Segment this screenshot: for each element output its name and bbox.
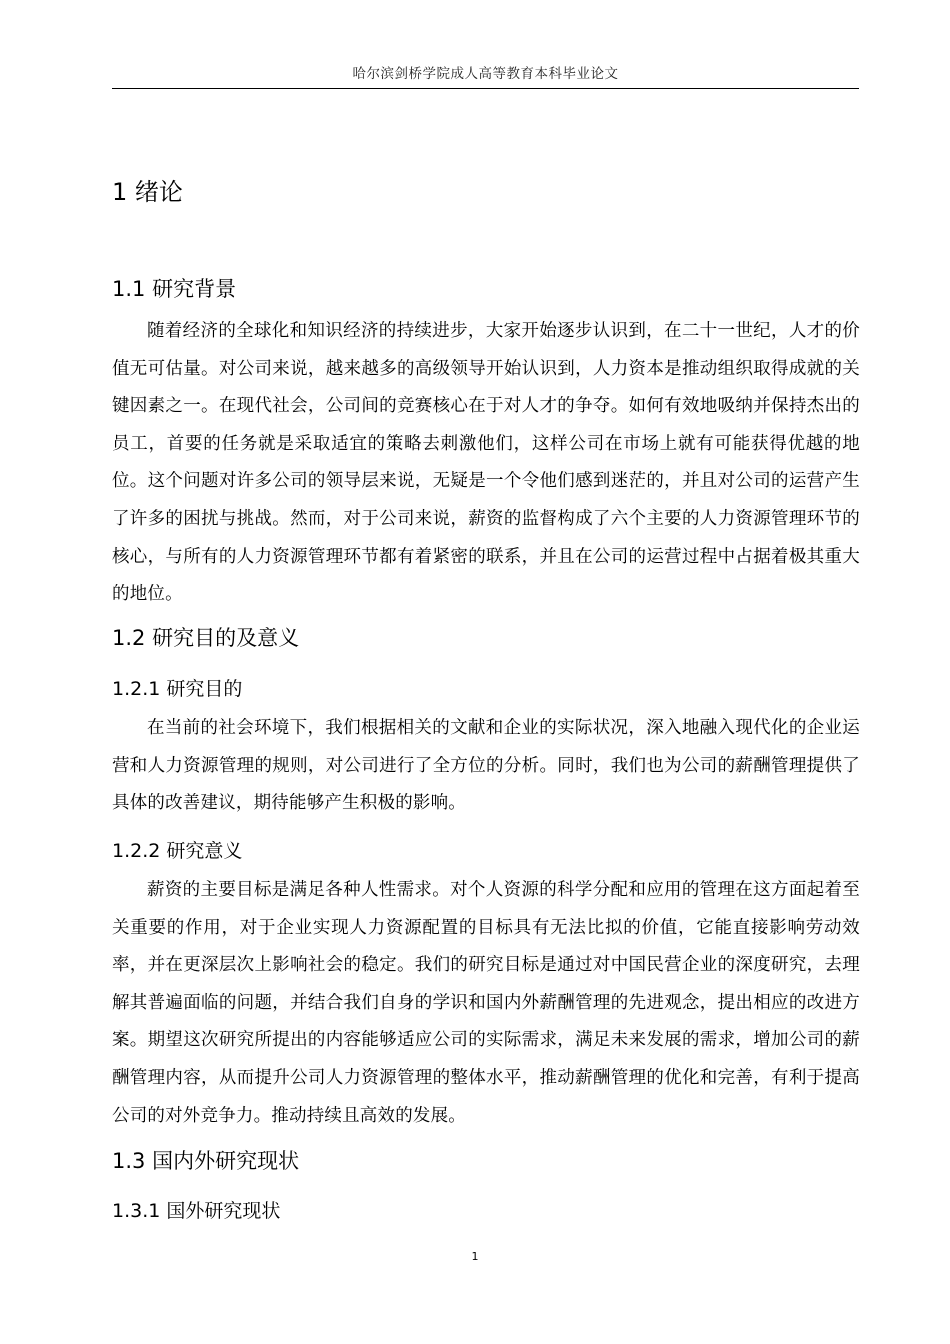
section-heading-1-2-2: 1.2.2 研究意义	[112, 840, 243, 862]
paragraph-research-significance: 薪资的主要目标是满足各种人性需求。对个人资源的科学分配和应用的管理在这方面起着至关重要的作用，对于企业实现人力资源配置的目标具有无法比拟的价值，它能直接影响劳动效率，并在更深层次上影响社会的稳定。我们的研究目标是通过对中国民营企业的深度研究，去理解其普遍面临的问题，并结合我们自身的学识和国内外薪酬管理的先进观念，提出相应的改进方案。期望这次研究所提出的内容能够适应公司的实际需求，满足未来发展的需求，增加公司的薪酬管理内容，从而提升公司人力资源管理的整体水平，推动薪酬管理的优化和完善，有利于提高公司的对外竞争力。推动持续且高效的发展。	[112, 880, 860, 1126]
paragraph-research-purpose: 在当前的社会环境下，我们根据相关的文献和企业的实际状况，深入地融入现代化的企业运营和人力资源管理的规则，对公司进行了全方位的分析。同时，我们也为公司的薪酬管理提供了具体的改善建议，期待能够产生积极的影响。	[112, 718, 860, 814]
chapter-heading: 1 绪论	[112, 178, 183, 206]
paragraph-research-background: 随着经济的全球化和知识经济的持续进步，大家开始逐步认识到，在二十一世纪，人才的价值无可估量。对公司来说，越来越多的高级领导开始认识到，人力资本是推动组织取得成就的关键因素之一。在现代社会，公司间的竞赛核心在于对人才的争夺。如何有效地吸纳并保持杰出的员工，首要的任务就是采取适宜的策略去刺激他们，这样公司在市场上就有可能获得优越的地位。这个问题对许多公司的领导层来说，无疑是一个令他们感到迷茫的，并且对公司的运营产生了许多的困扰与挑战。然而，对于公司来说，薪资的监督构成了六个主要的人力资源管理环节的核心，与所有的人力资源管理环节都有着紧密的联系，并且在公司的运营过程中占据着极其重大的地位。	[112, 321, 860, 605]
page-number: 1	[471, 1250, 479, 1263]
section-heading-1-3-1: 1.3.1 国外研究现状	[112, 1200, 281, 1222]
section-heading-1-1: 1.1 研究背景	[112, 277, 237, 301]
section-heading-1-2-1: 1.2.1 研究目的	[112, 678, 243, 700]
running-header: 哈尔滨剑桥学院成人高等教育本科毕业论文	[352, 66, 619, 82]
header-divider	[112, 88, 859, 89]
section-heading-1-2: 1.2 研究目的及意义	[112, 626, 300, 650]
section-heading-1-3: 1.3 国内外研究现状	[112, 1149, 300, 1173]
